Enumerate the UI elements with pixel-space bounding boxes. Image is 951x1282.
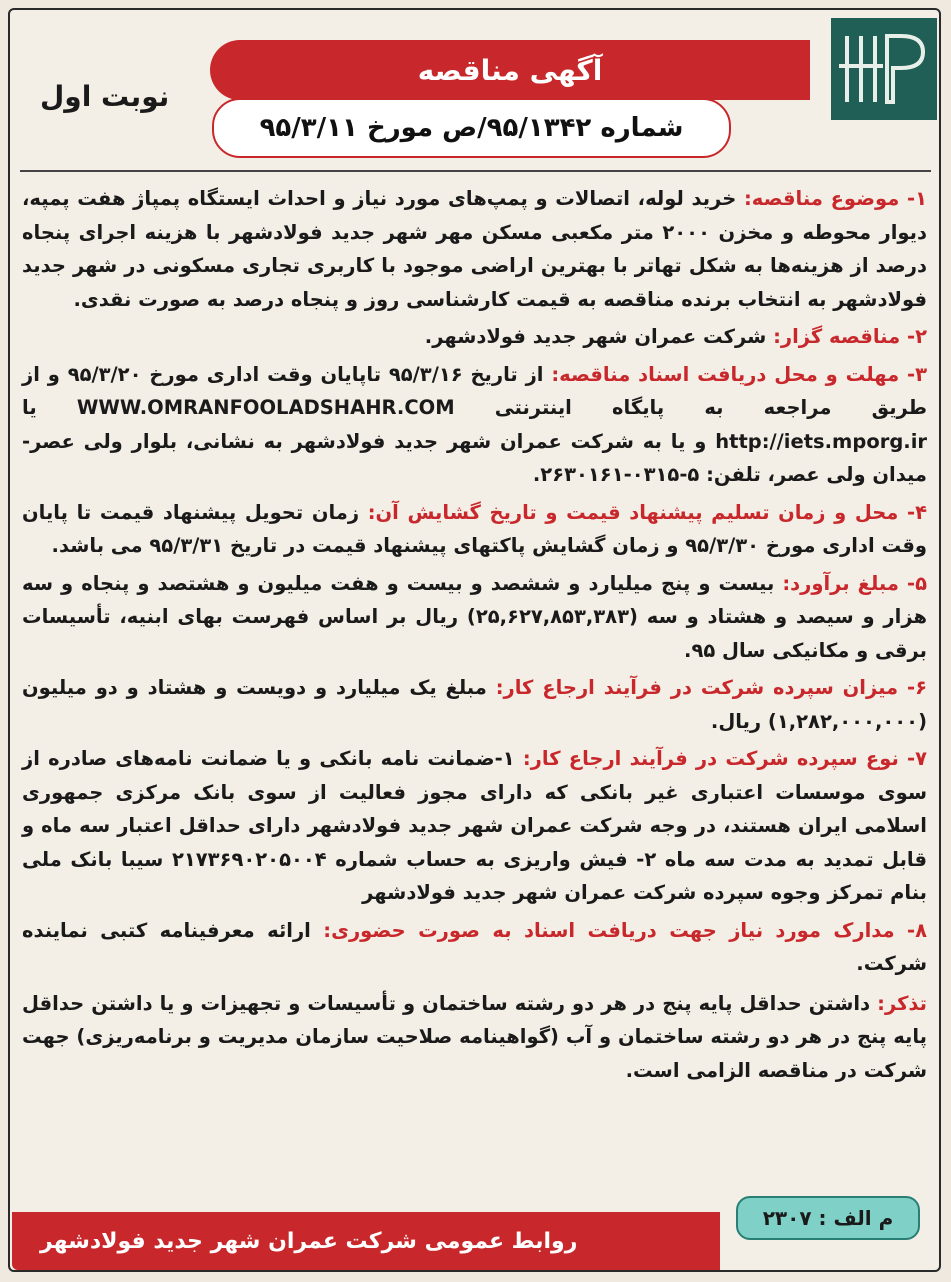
- ad-code-badge: [736, 1196, 920, 1240]
- ad-body: [22, 182, 927, 1091]
- item-text: و یا به شرکت عمران شهر جدید فولادشهر به نشانی، بلوار ولی عصر- میدان ولی عصر، تلفن: ۵-۰۳۱۵-۲۶۳۰۱۶۱.: [22, 429, 927, 486]
- website-link[interactable]: WWW.OMRANFOOLADSHAHR.COM: [76, 396, 455, 419]
- publication-turn: نوبت اول: [40, 80, 170, 113]
- item-text: بیست و پنج میلیارد و ششصد و بیست و هفت میلیون و هشتصد و پنجاه و سه هزار و سیصد و هشتاد و سه (۲۵,۶۲۷,۸۵۳,۳۸۳) ریال بر اساس فهرست بهای ابنیه، تأسیسات برقی و مکانیکی سال ۹۵.: [22, 571, 927, 662]
- ad-code: م الف : ۲۳۰۷: [762, 1206, 894, 1230]
- publisher-name: روابط عمومی شرکت عمران شهر جدید فولادشهر: [40, 1228, 578, 1254]
- item-text: یا: [22, 396, 77, 419]
- item-subject: [22, 182, 927, 316]
- item-documents: [22, 358, 927, 492]
- item-heading: ۶- میزان سپرده شرکت در فرآیند ارجاع کار:: [495, 676, 927, 699]
- footer-banner: [12, 1212, 720, 1270]
- header-divider: [20, 170, 931, 172]
- company-logo-icon: [831, 18, 937, 120]
- note-heading: تذکر:: [877, 991, 927, 1015]
- item-text: ۱-ضمانت نامه بانکی و یا ضمانت نامه‌های صادره از سوی موسسات اعتباری غیر بانکی که دارای مجوز فعالیت از سوی بانک مرکزی جمهوری اسلامی ایران هستند، در وجه شرکت عمران شهر جدید فولادشهر دارای حداقل اعتبار سه ماه و قابل تمدید به مدت سه ماه ۲- فیش واریزی به حساب شماره ۲۱۷۳۶۹۰۲۰۵۰۰۴ سیبا بانک ملی بنام تمرکز وجوه سپرده شرکت عمران شهر جدید فولادشهر: [22, 747, 927, 904]
- item-text: از تاریخ ۹۵/۳/۱۶ تاپایان وقت اداری مورخ ۹۵/۳/۲۰ و از طریق مراجعه به پایگاه اینترنتی: [22, 362, 928, 419]
- item-text: مبلغ یک میلیارد و دویست و هشتاد و دو میلیون (۱,۲۸۲,۰۰۰,۰۰۰) ریال.: [22, 676, 927, 733]
- item-heading: ۳- مهلت و محل دریافت اسناد مناقصه:: [551, 362, 927, 386]
- item-text: زمان تحویل پیشنهاد قیمت تا پایان وقت اداری مورخ ۹۵/۳/۳۰ و زمان گشایش پاکتهای پیشنهاد قیمت در تاریخ ۹۵/۳/۳۱ می باشد.: [22, 500, 927, 557]
- item-submission: [22, 496, 927, 563]
- ad-title: آگهی مناقصه: [417, 53, 603, 87]
- item-text: خرید لوله، اتصالات و پمپ‌های مورد نیاز و احداث ایستگاه پمپاژ هفت پمپه، دیوار محوطه و مخزن ۲۰۰۰ متر مکعبی مسکن مهر شهر جدید فولادشهر با هزینه اجرای پنجاه درصد از هزینه‌ها به شکل تهاتر با بهترین اراضی موجود با کاربری تجاری مسکونی در شهر جدید فولادشهر به انتخاب برنده مناقصه به قیمت کارشناسی روز و پنجاه درصد به صورت نقدی.: [22, 187, 927, 311]
- item-heading: ۲- مناقصه گزار:: [773, 325, 927, 348]
- item-heading: ۵- مبلغ برآورد:: [782, 571, 928, 595]
- item-heading: ۷- نوع سپرده شرکت در فرآیند ارجاع کار:: [522, 747, 927, 770]
- item-deposit-amount: [22, 671, 927, 738]
- item-text: ارائه معرفینامه کتبی نماینده شرکت.: [22, 918, 927, 975]
- item-required-documents: [22, 914, 927, 981]
- note: [22, 987, 927, 1088]
- tender-number: شماره ۹۵/۱۳۴۲/ص مورخ ۹۵/۳/۱۱: [259, 113, 684, 143]
- item-estimate: [22, 567, 927, 668]
- item-deposit-type: [22, 742, 927, 910]
- item-tenderer: [22, 320, 927, 354]
- tender-number-box: [212, 98, 731, 158]
- item-heading: ۱- موضوع مناقصه:: [743, 187, 928, 210]
- item-heading: ۴- محل و زمان تسلیم پیشنهاد قیمت و تاریخ گشایش آن:: [367, 500, 927, 524]
- note-text: داشتن حداقل پایه پنج در هر دو رشته ساختمان و تأسیسات و تجهیزات و یا داشتن حداقل پایه پنج در هر دو رشته ساختمان و آب (گواهینامه صلاحیت سازمان مدیریت و برنامه‌ریزی) جهت شرکت در مناقصه الزامی است.: [22, 991, 927, 1082]
- iets-link[interactable]: http://iets.mporg.ir: [715, 429, 927, 453]
- ad-title-banner: [210, 40, 810, 100]
- item-heading: ۸- مدارک مورد نیاز جهت دریافت اسناد به صورت حضوری:: [323, 918, 928, 942]
- item-text: شرکت عمران شهر جدید فولادشهر.: [424, 325, 774, 348]
